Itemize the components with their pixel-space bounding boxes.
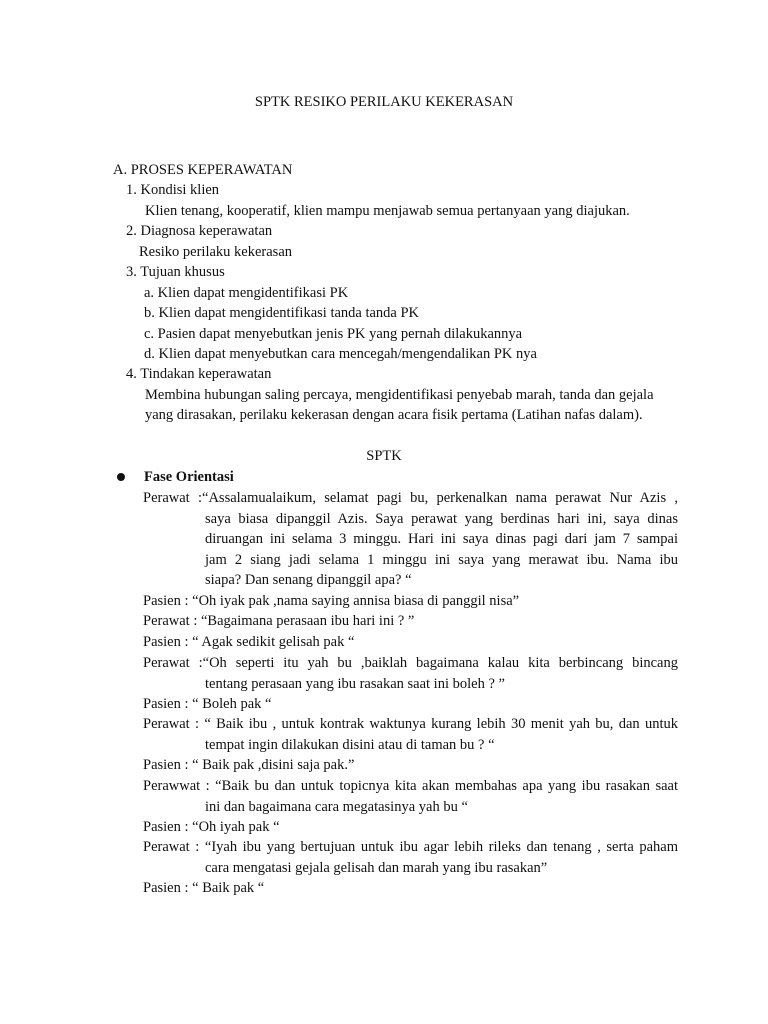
item-2-label: 2. Diagnosa keperawatan <box>126 223 273 239</box>
fase-heading: Fase Orientasi <box>144 469 234 485</box>
dialog-cont: tempat ingin dilakukan disini atau di taman bu ? “ <box>205 736 495 753</box>
dialog-line: Perawat :“Assalamualaikum, selamat pagi bu, perkenalkan nama perawat Nur Azis , <box>143 490 678 506</box>
dialog-pasien-6 <box>143 878 678 899</box>
dialog-cont: ini dan bagaimana cara megatasinya yah bu “ <box>205 798 468 815</box>
bullet-icon <box>117 473 125 481</box>
dialog-cont: siapa? Dan senang dipanggil apa? “ <box>205 572 412 589</box>
item-1-text: Klien tenang, kooperatif, klien mampu menjawab semua pertanyaan yang diajukan. <box>145 203 630 219</box>
dialog-cont: saya biasa dipanggil Azis. Saya perawat yang berdinas hari ini, saya dinas <box>205 510 678 527</box>
dialog-line: Pasien : “ Agak sedikit gelisah pak “ <box>143 634 355 650</box>
section-a-heading: A. PROSES KEPERAWATAN <box>113 162 293 178</box>
tujuan-a: a. Klien dapat mengidentifikasi PK <box>144 285 349 301</box>
item-4-text-line1: Membina hubungan saling percaya, mengidentifikasi penyebab marah, tanda dan gejala <box>145 387 654 403</box>
dialog-pasien-1 <box>143 591 678 612</box>
dialog-line: Pasien : “Oh iyah pak “ <box>143 819 280 835</box>
dialog-line: Perawat : “Iyah ibu yang bertujuan untuk ibu agar lebih rileks dan tenang , serta paham <box>143 839 678 855</box>
dialog-cont: diruangan ini selama 3 minggu. Hari ini saya dinas pagi dari jam 7 sampai <box>205 531 678 548</box>
tujuan-b: b. Klien dapat mengidentifikasi tanda tanda PK <box>144 305 420 321</box>
dialog-perawat-4 <box>143 714 678 755</box>
dialog-perawat-2 <box>143 611 678 632</box>
dialog-line: Pasien : “Oh iyak pak ,nama saying annisa biasa di panggil nisa” <box>143 593 520 609</box>
dialog-line: Pasien : “ Boleh pak “ <box>143 696 272 712</box>
dialog-cont: jam 2 siang jadi selama 1 minggu ini saya yang merawat ibu. Nama ibu <box>205 551 678 568</box>
page-title: SPTK RESIKO PERILAKU KEKERASAN <box>254 94 514 110</box>
item-1-label: 1. Kondisi klien <box>126 182 220 198</box>
item-4-text-line2: yang dirasakan, perilaku kekerasan dengan acara fisik pertama (Latihan nafas dalam). <box>145 407 643 423</box>
dialog-pasien-2 <box>143 632 678 653</box>
item-4-label: 4. Tindakan keperawatan <box>126 366 272 382</box>
dialog-line: Pasien : “ Baik pak “ <box>143 880 265 896</box>
dialog-line: Perawat : “ Baik ibu , untuk kontrak waktunya kurang lebih 30 menit yah bu, dan untuk <box>143 716 678 732</box>
dialog-line: Perawat :“Oh seperti itu yah bu ,baiklah bagaimana kalau kita berbincang bincang <box>143 655 678 671</box>
item-3-label: 3. Tujuan khusus <box>126 264 225 280</box>
dialog-line: Pasien : “ Baik pak ,disini saja pak.” <box>143 757 355 773</box>
dialog-perawat-1 <box>143 488 678 591</box>
dialog-perawat-6 <box>143 837 678 878</box>
sptk-heading: SPTK <box>366 448 402 464</box>
dialog-pasien-5 <box>143 817 678 838</box>
dialog-cont: tentang perasaan yang ibu rasakan saat ini boleh ? ” <box>205 675 505 692</box>
dialog-line: Perawat : “Bagaimana perasaan ibu hari ini ? ” <box>143 613 415 629</box>
tujuan-d: d. Klien dapat menyebutkan cara mencegah/mengendalikan PK nya <box>144 346 537 362</box>
dialog-cont: cara mengatasi gejala gelisah dan marah yang ibu rasakan” <box>205 859 548 876</box>
dialog-perawat-3 <box>143 653 678 694</box>
tujuan-c: c. Pasien dapat menyebutkan jenis PK yang pernah dilakukannya <box>144 326 523 342</box>
dialog-perawat-5 <box>143 776 678 817</box>
dialog-pasien-4 <box>143 755 678 776</box>
item-2-text: Resiko perilaku kekerasan <box>139 244 293 260</box>
dialog-pasien-3 <box>143 694 678 715</box>
dialog-line: Perawwat : “Baik bu dan untuk topicnya kita akan membahas apa yang ibu rasakan saat <box>143 778 678 794</box>
